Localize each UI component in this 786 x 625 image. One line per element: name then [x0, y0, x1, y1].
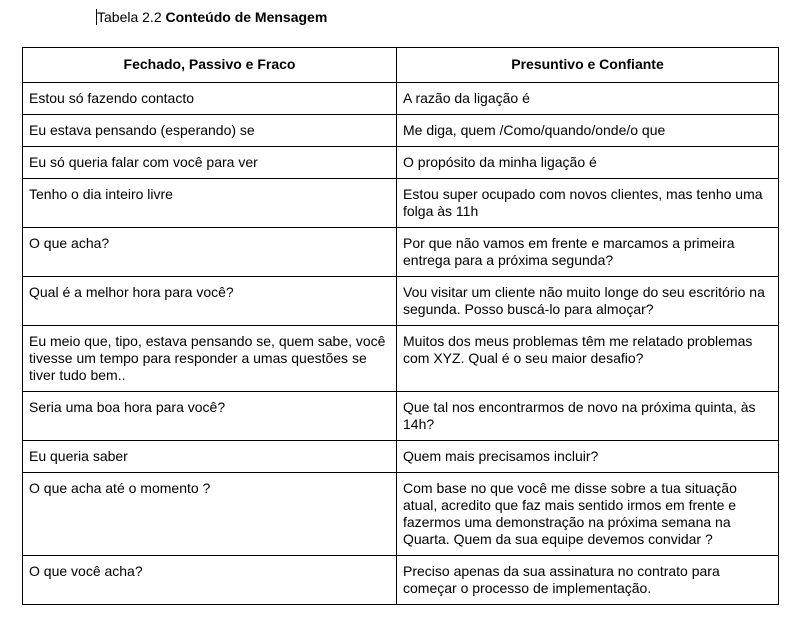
message-content-table [22, 47, 779, 605]
table-row [23, 326, 779, 392]
table-cell-weak: Eu estava pensando (esperando) se [23, 115, 397, 147]
table-cell-confident: Por que não vamos em frente e marcamos a primeira entrega para a próxima segunda? [397, 228, 779, 277]
table-cell-weak: Estou só fazendo contacto [23, 83, 397, 115]
table-row [23, 115, 779, 147]
table-cell-weak: Seria uma boa hora para você? [23, 392, 397, 441]
table-cell-weak: O que acha até o momento ? [23, 473, 397, 556]
caption-prefix: Tabela 2.2 [97, 9, 166, 25]
table-row [23, 147, 779, 179]
table-header-row [23, 48, 779, 83]
table-row [23, 473, 779, 556]
table-row [23, 228, 779, 277]
table-row [23, 441, 779, 473]
table-cell-confident: O propósito da minha ligação é [397, 147, 779, 179]
table-cell-confident: Muitos dos meus problemas têm me relatado problemas com XYZ. Qual é o seu maior desafio? [397, 326, 779, 392]
table-cell-confident: Estou super ocupado com novos clientes, mas tenho uma folga às 11h [397, 179, 779, 228]
table-row [23, 277, 779, 326]
column-header-closed-passive-weak: Fechado, Passivo e Fraco [23, 48, 397, 83]
table-cell-weak: O que acha? [23, 228, 397, 277]
table-cell-confident: Vou visitar um cliente não muito longe do seu escritório na segunda. Posso buscá-lo para almoçar? [397, 277, 779, 326]
table-cell-weak: Eu só queria falar com você para ver [23, 147, 397, 179]
table-cell-confident: A razão da ligação é [397, 83, 779, 115]
table-row [23, 83, 779, 115]
table-caption [96, 9, 327, 26]
table-row [23, 556, 779, 605]
table-row [23, 392, 779, 441]
table-cell-weak: Tenho o dia inteiro livre [23, 179, 397, 228]
caption-title: Conteúdo de Mensagem [165, 9, 328, 25]
table-cell-weak: Eu meio que, tipo, estava pensando se, quem sabe, você tivesse um tempo para responder a umas questões se tiver tudo bem.. [23, 326, 397, 392]
table-cell-confident: Com base no que você me disse sobre a tua situação atual, acredito que faz mais sentido irmos em frente e fazermos uma demonstração na próxima semana na Quarta. Quem da sua equipe devemos convidar ? [397, 473, 779, 556]
table-cell-confident: Me diga, quem /Como/quando/onde/o que [397, 115, 779, 147]
table-cell-confident: Que tal nos encontrarmos de novo na próxima quinta, às 14h? [397, 392, 779, 441]
table-cell-weak: Eu queria saber [23, 441, 397, 473]
table-cell-weak: O que você acha? [23, 556, 397, 605]
table-cell-confident: Quem mais precisamos incluir? [397, 441, 779, 473]
table-row [23, 179, 779, 228]
table-cell-weak: Qual é a melhor hora para você? [23, 277, 397, 326]
table-cell-confident: Preciso apenas da sua assinatura no contrato para começar o processo de implementação. [397, 556, 779, 605]
column-header-presumptive-confident: Presuntivo e Confiante [397, 48, 779, 83]
